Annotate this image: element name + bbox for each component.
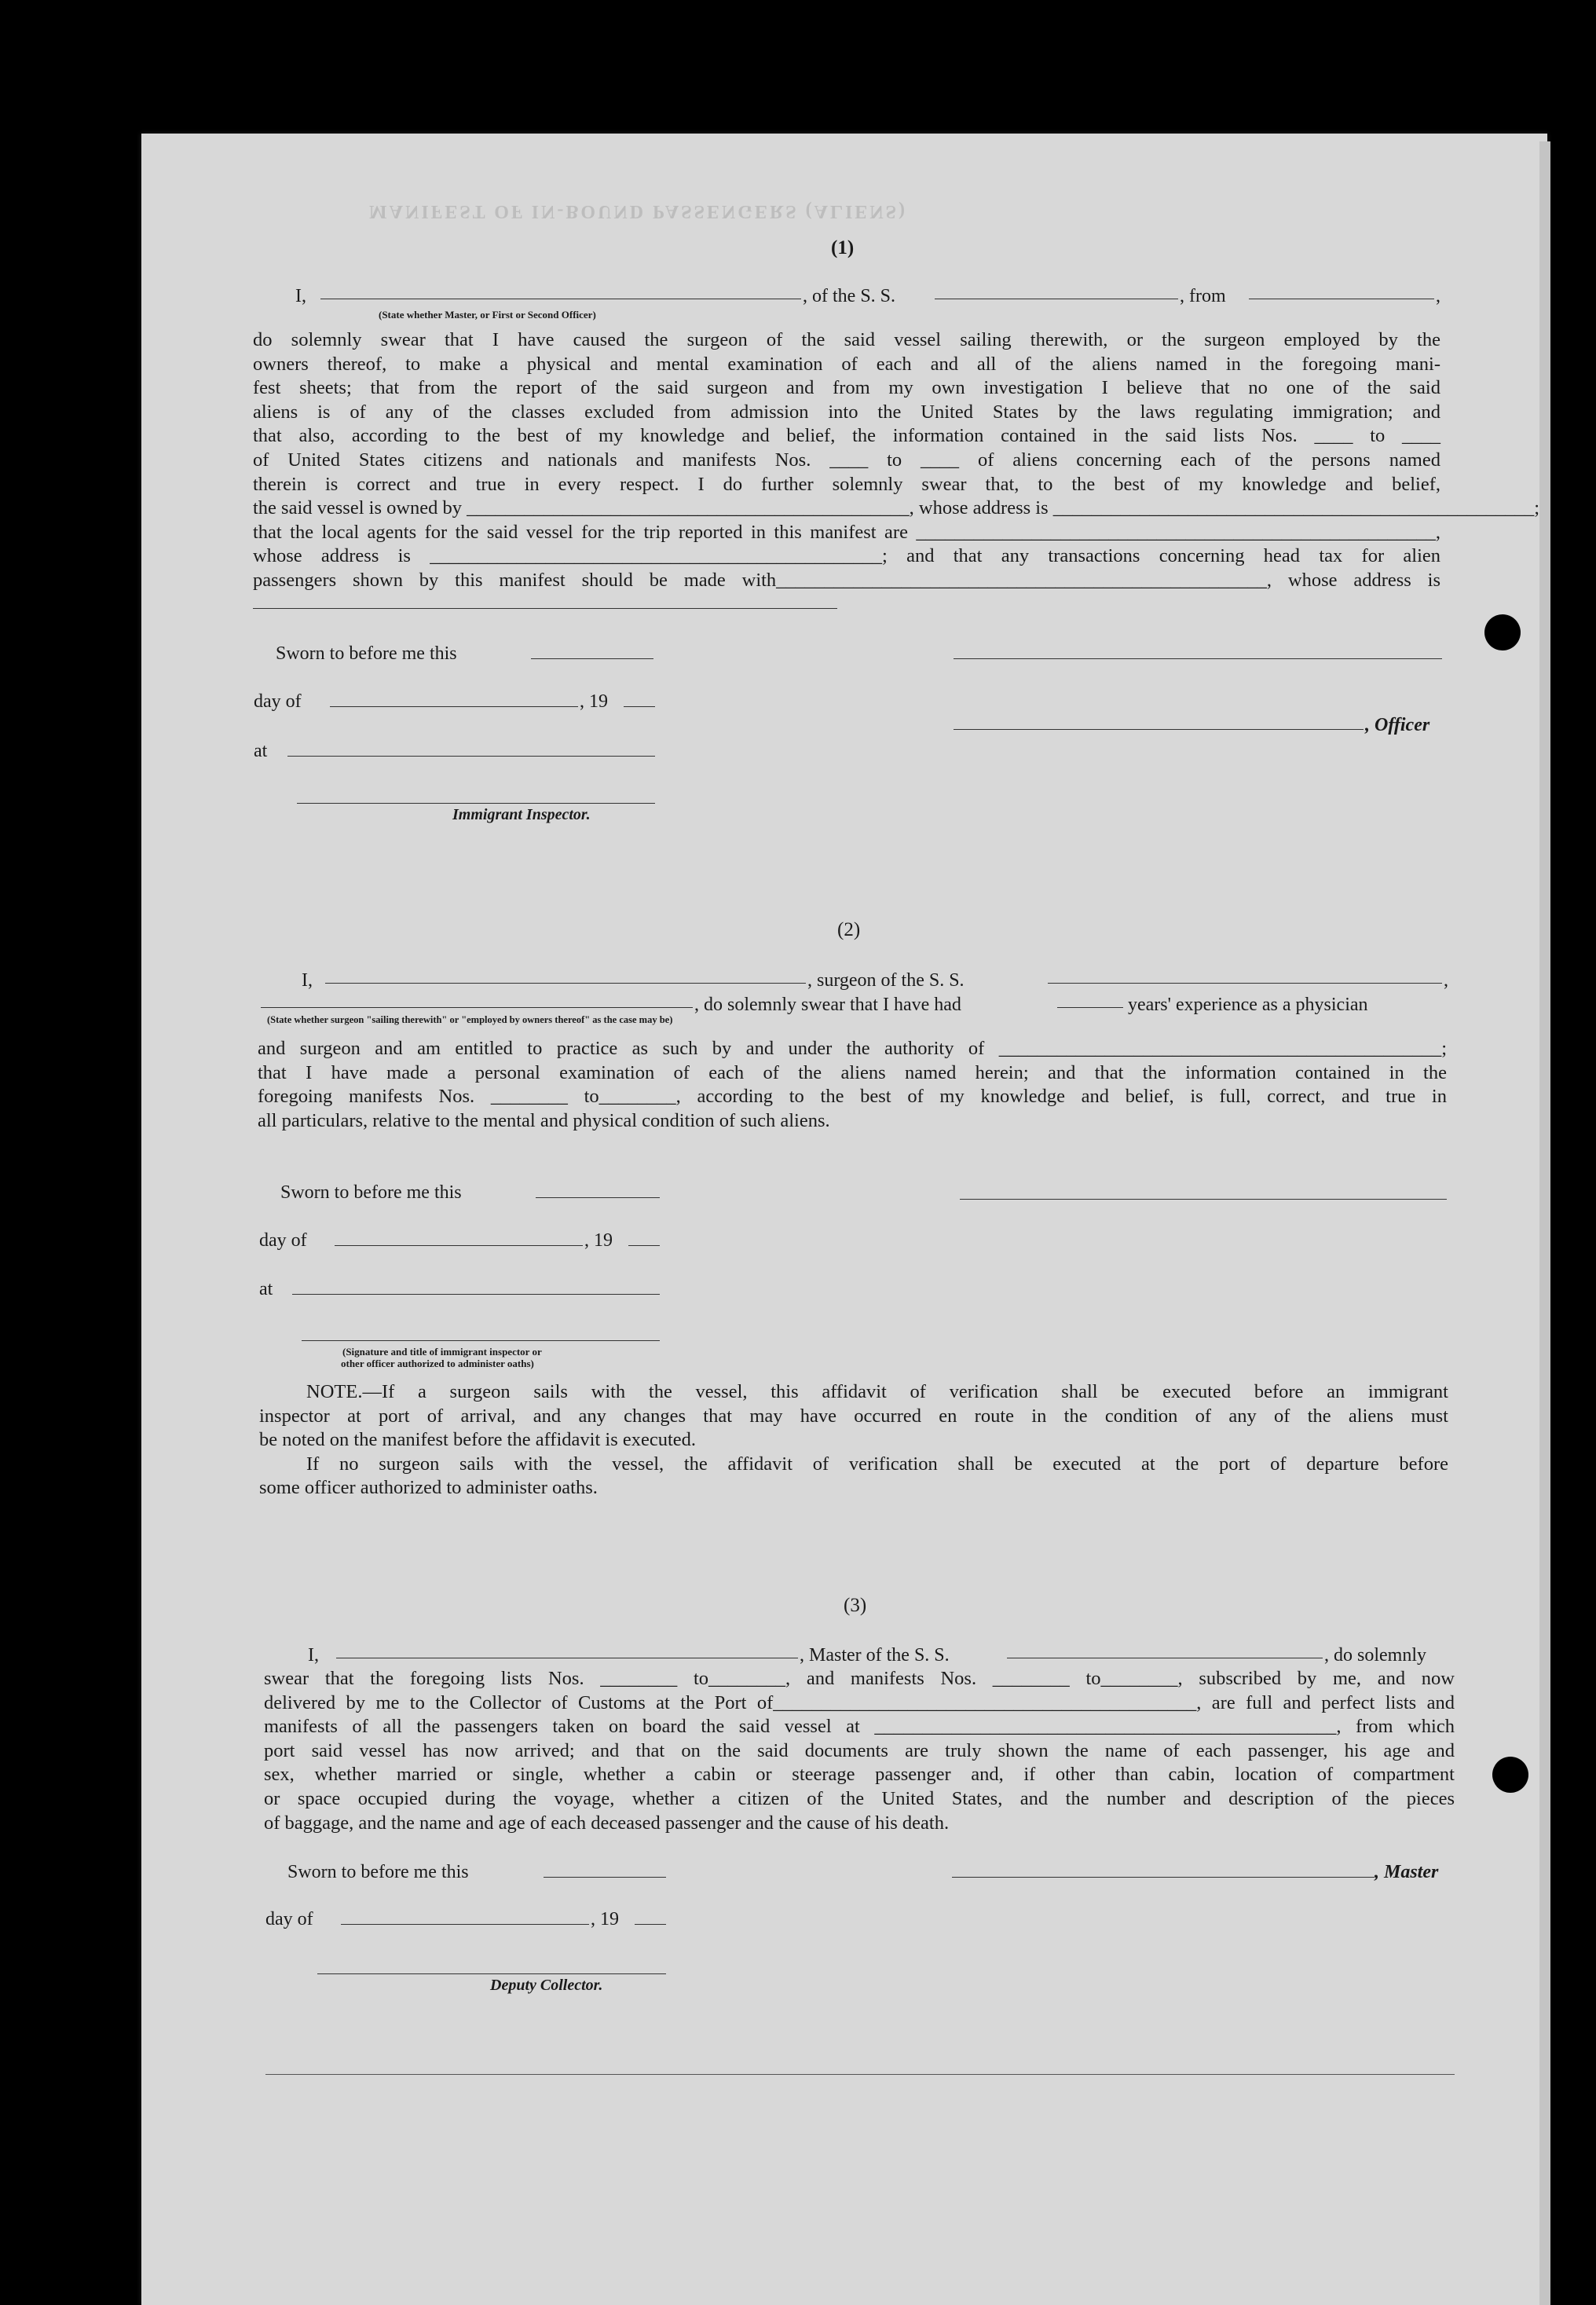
- s3-i-label: I,: [308, 1645, 319, 1666]
- s2-day-of-label: day of: [259, 1230, 307, 1251]
- s3-master-signature-blank: [952, 1877, 1375, 1878]
- s2-year-blank: [628, 1245, 660, 1246]
- s3-collector-label: Deputy Collector.: [490, 1977, 603, 1994]
- s1-place-blank: [287, 756, 655, 757]
- s1-address-continuation-blank: [253, 608, 837, 609]
- s1-inspector-signature-blank: [297, 803, 655, 804]
- s2-note-text-1: —If a surgeon sails with the vessel, this affidavit of verification shall be executed before an immigrant: [362, 1381, 1448, 1402]
- s3-line-4: port said vessel has now arrived; and that on the said documents are truly shown the name of each passenger, his age and: [264, 1739, 1455, 1761]
- s1-officer-note: (State whether Master, or First or Second Officer): [379, 309, 596, 321]
- s1-line-10: whose address is _______________________________________________; and that any transactions concerning head tax for alien: [253, 545, 1440, 567]
- s1-line-9: that the local agents for the said vessel for the trip reported in this manifest are ______________________________________________________,: [253, 521, 1440, 543]
- s2-at-label: at: [259, 1279, 273, 1299]
- s3-line-7: of baggage, and the name and age of each deceased passenger and the cause of his death.: [264, 1812, 950, 1834]
- s1-officer-signature-blank: [954, 658, 1442, 659]
- s2-surgeon-name-blank: [325, 983, 806, 984]
- s3-sworn-label: Sworn to before me this: [287, 1862, 469, 1882]
- s3-master-label: , Master: [1375, 1862, 1439, 1882]
- bleed-through-header: MANIFEST OF IN-BOUND PASSENGERS (ALIENS): [369, 201, 907, 222]
- s2-note-line-4: If no surgeon sails with the vessel, the affidavit of verification shall be executed at the port of departure before: [306, 1453, 1448, 1475]
- s3-sworn-day-blank: [544, 1877, 666, 1878]
- bottom-divider: [265, 2074, 1455, 2075]
- s2-sworn-label: Sworn to before me this: [280, 1182, 462, 1203]
- s2-surgeon-signature-blank: [960, 1199, 1447, 1200]
- s2-status-blank: [261, 1007, 693, 1008]
- s2-line-4: all particulars, relative to the mental and physical condition of such aliens.: [258, 1109, 830, 1131]
- s2-comma: ,: [1444, 970, 1448, 991]
- s1-i-label: I,: [295, 286, 306, 306]
- s1-officer-title-blank: [954, 729, 1364, 730]
- s2-line-1: and surgeon and am entitled to practice as such by and under the authority of ______________________________________________;: [258, 1038, 1447, 1059]
- s1-line-4: aliens is of any of the classes excluded from admission into the United States by the laws regulating immigration; and: [253, 401, 1440, 423]
- s2-line-2: that I have made a personal examination of each of the aliens named herein; and that the information contained in the: [258, 1061, 1447, 1083]
- s3-oath-paragraph: [264, 1667, 1455, 1835]
- s3-collector-signature-blank: [317, 1973, 666, 1974]
- s1-year-label: , 19: [580, 691, 608, 712]
- s2-ship-name-blank: [1048, 983, 1442, 984]
- s2-i-label: I,: [302, 970, 313, 991]
- s3-year-blank: [635, 1924, 666, 1925]
- s2-note-label: NOTE.: [306, 1381, 363, 1402]
- s1-line-7: therein is correct and true in every respect. I do further solemnly swear that, to the best of my knowledge and belief,: [253, 473, 1440, 495]
- s1-officer-label: , Officer: [1365, 715, 1430, 735]
- s1-day-of-label: day of: [254, 691, 302, 712]
- s3-line-1: swear that the foregoing lists Nos. ________ to________, and manifests Nos. ________ to________, subscribed by me, and now: [264, 1668, 1455, 1689]
- s2-place-blank: [292, 1294, 660, 1295]
- s2-sig-note-2: other officer authorized to administer oaths): [341, 1358, 534, 1369]
- s1-sworn-day-blank: [531, 658, 653, 659]
- s2-swear-label: , do solemnly swear that I have had: [694, 995, 961, 1015]
- s1-line-1: do solemnly swear that I have caused the surgeon of the said vessel sailing therewith, or the surgeon employed by the: [253, 329, 1440, 350]
- s1-line-3: fest sheets; that from the report of the said surgeon and from my own investigation I believe that no one of the said: [253, 377, 1440, 399]
- s2-note-line-5: some officer authorized to administer oaths.: [259, 1477, 598, 1499]
- s3-line-3: manifests of all the passengers taken on board the said vessel at ________________________________________________, from which: [264, 1716, 1455, 1738]
- s3-line-2: delivered by me to the Collector of Customs at the Port of____________________________________________, are full and perfect lists and: [264, 1691, 1455, 1713]
- s2-sig-note-1: (Signature and title of immigrant inspector or: [342, 1346, 542, 1358]
- punch-hole-top: [1484, 614, 1521, 650]
- s2-sworn-day-blank: [536, 1197, 660, 1198]
- s1-comma: ,: [1436, 286, 1440, 306]
- s3-day-of-label: day of: [265, 1909, 313, 1929]
- s1-oath-paragraph: [253, 328, 1540, 593]
- s2-status-note: (State whether surgeon "sailing therewith" or "employed by owners thereof" as the case may be): [267, 1014, 673, 1025]
- s2-year-label: , 19: [584, 1230, 613, 1251]
- s3-master-of-ss-label: , Master of the S. S.: [800, 1645, 950, 1666]
- page-edge: [1539, 141, 1550, 2305]
- punch-hole-bottom: [1492, 1757, 1528, 1793]
- s3-year-label: , 19: [591, 1909, 619, 1929]
- s1-line-6: of United States citizens and nationals and manifests Nos. ____ to ____ of aliens concerning each of the persons named: [253, 449, 1440, 471]
- s2-official-signature-blank: [302, 1340, 660, 1341]
- s2-line-3: foregoing manifests Nos. ________ to________, according to the best of my knowledge and belief, is full, correct, and true in: [258, 1086, 1447, 1108]
- s1-sworn-label: Sworn to before me this: [276, 643, 457, 664]
- s2-note-paragraph: [259, 1380, 1448, 1501]
- s3-line-5: sex, whether married or single, whether a cabin or steerage passenger and, if other than cabin, location of compartment: [264, 1764, 1455, 1786]
- s2-oath-paragraph: [258, 1037, 1447, 1133]
- s3-do-solemnly-label: , do solemnly: [1324, 1645, 1426, 1666]
- s3-month-blank: [341, 1924, 589, 1925]
- section-3-number: (3): [844, 1595, 867, 1616]
- s1-line-11: passengers shown by this manifest should be made with___________________________________________________, whose address is: [253, 569, 1440, 591]
- s2-years-blank: [1057, 1007, 1123, 1008]
- s1-line-2: owners thereof, to make a physical and mental examination of each and all of the aliens named in the foregoing mani-: [253, 353, 1440, 375]
- s1-of-ss-label: , of the S. S.: [803, 286, 896, 306]
- s3-line-6: or space occupied during the voyage, whether a citizen of the United States, and the number and description of the pieces: [264, 1787, 1455, 1809]
- s2-note-line-1: [259, 1380, 1448, 1405]
- s2-years-label: years' experience as a physician: [1128, 995, 1368, 1015]
- s1-inspector-label: Immigrant Inspector.: [452, 806, 591, 823]
- s2-note-line-3: be noted on the manifest before the affidavit is executed.: [259, 1429, 697, 1451]
- s2-surgeon-of-ss-label: , surgeon of the S. S.: [807, 970, 965, 991]
- section-1-number: (1): [831, 237, 855, 258]
- s1-line-8: the said vessel is owned by ______________________________________________, whose address is __________________________________________________;: [253, 497, 1540, 519]
- s1-line-5: that also, according to the best of my knowledge and belief, the information contained in the said lists Nos. ____ to ____: [253, 425, 1440, 447]
- s1-year-blank: [624, 706, 655, 707]
- s1-at-label: at: [254, 741, 268, 761]
- s1-month-blank: [330, 706, 578, 707]
- s2-note-line-2: inspector at port of arrival, and any changes that may have occurred en route in the condition of any of the aliens must: [259, 1405, 1448, 1427]
- s1-from-label: , from: [1180, 286, 1226, 306]
- section-2-number: (2): [837, 919, 861, 940]
- s2-month-blank: [335, 1245, 583, 1246]
